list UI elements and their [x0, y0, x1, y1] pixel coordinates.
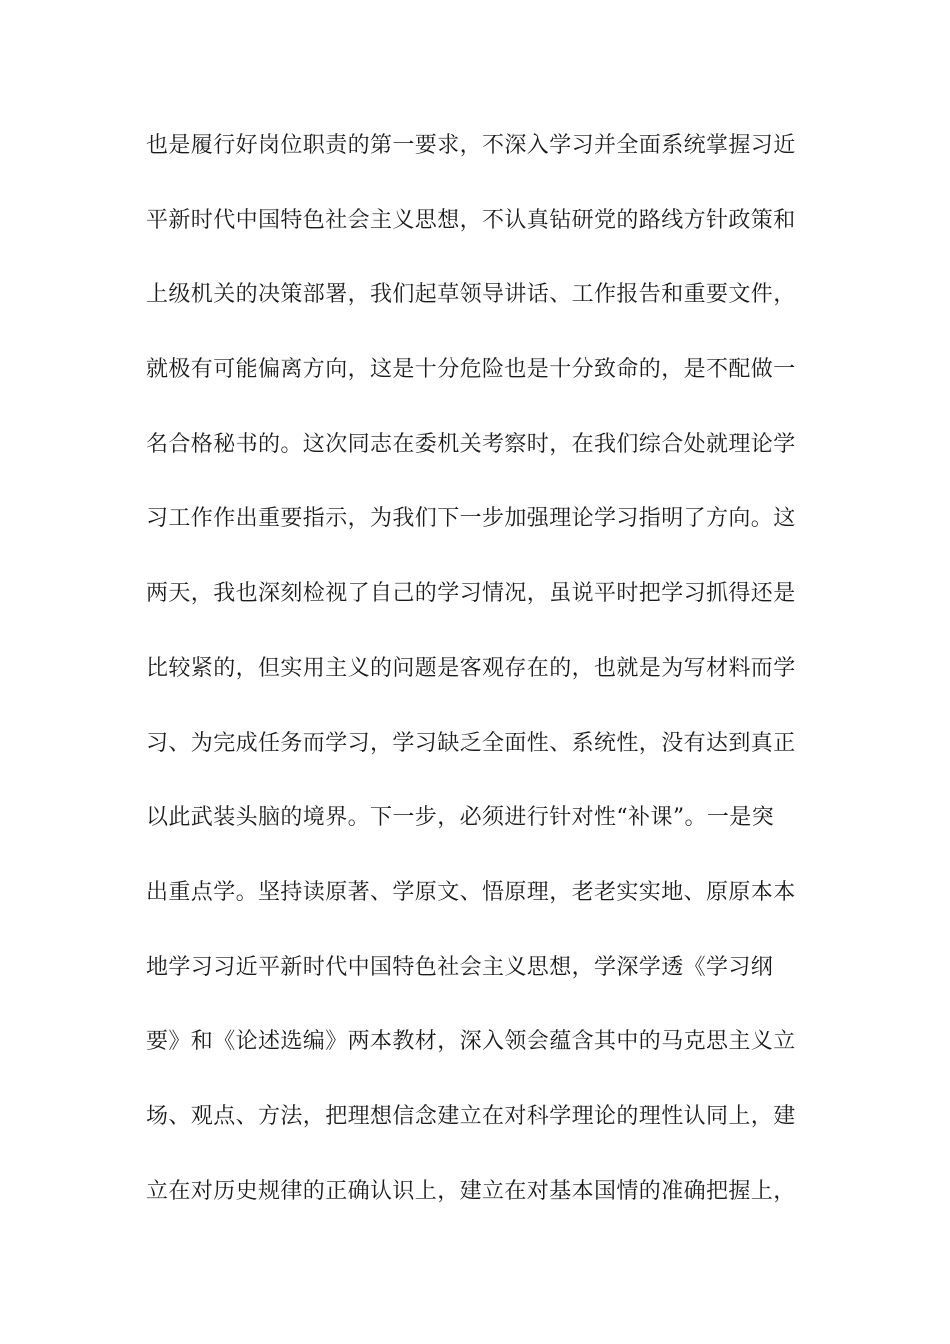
- text-line: 出重点学。坚持读原著、学原文、悟原理，老老实实地、原原本本: [146, 879, 796, 905]
- text-line: 以此武装头脑的境界。下一步，必须进行针对性“补课”。一是突: [146, 805, 775, 831]
- text-line: 要》和《论述选编》两本教材，深入领会蕴含其中的马克思主义立: [146, 1029, 796, 1055]
- text-line: 比较紧的，但实用主义的问题是客观存在的，也就是为写材料而学: [146, 655, 796, 681]
- text-line: 名合格秘书的。这次同志在委机关考察时，在我们综合处就理论学: [146, 431, 796, 457]
- text-line: 习工作作出重要指示，为我们下一步加强理论学习指明了方向。这: [146, 506, 796, 532]
- text-line: 立在对历史规律的正确认识上，建立在对基本国情的准确把握上，: [146, 1178, 796, 1204]
- body-text: [146, 126, 806, 1246]
- text-line: 场、观点、方法，把理想信念建立在对科学理论的理性认同上，建: [146, 1103, 796, 1129]
- text-line: 习、为完成任务而学习，学习缺乏全面性、系统性，没有达到真正: [146, 730, 796, 756]
- text-line: 两天，我也深刻检视了自己的学习情况，虽说平时把学习抓得还是: [146, 581, 796, 607]
- text-line: 上级机关的决策部署，我们起草领导讲话、工作报告和重要文件，: [146, 282, 796, 308]
- text-line: 也是履行好岗位职责的第一要求，不深入学习并全面系统掌握习近: [146, 133, 796, 158]
- text-line: 地学习习近平新时代中国特色社会主义思想，学深学透《学习纲: [146, 954, 774, 980]
- text-line: 就极有可能偏离方向，这是十分危险也是十分致命的，是不配做一: [146, 357, 796, 383]
- text-line: 平新时代中国特色社会主义思想，不认真钻研党的路线方针政策和: [146, 207, 796, 233]
